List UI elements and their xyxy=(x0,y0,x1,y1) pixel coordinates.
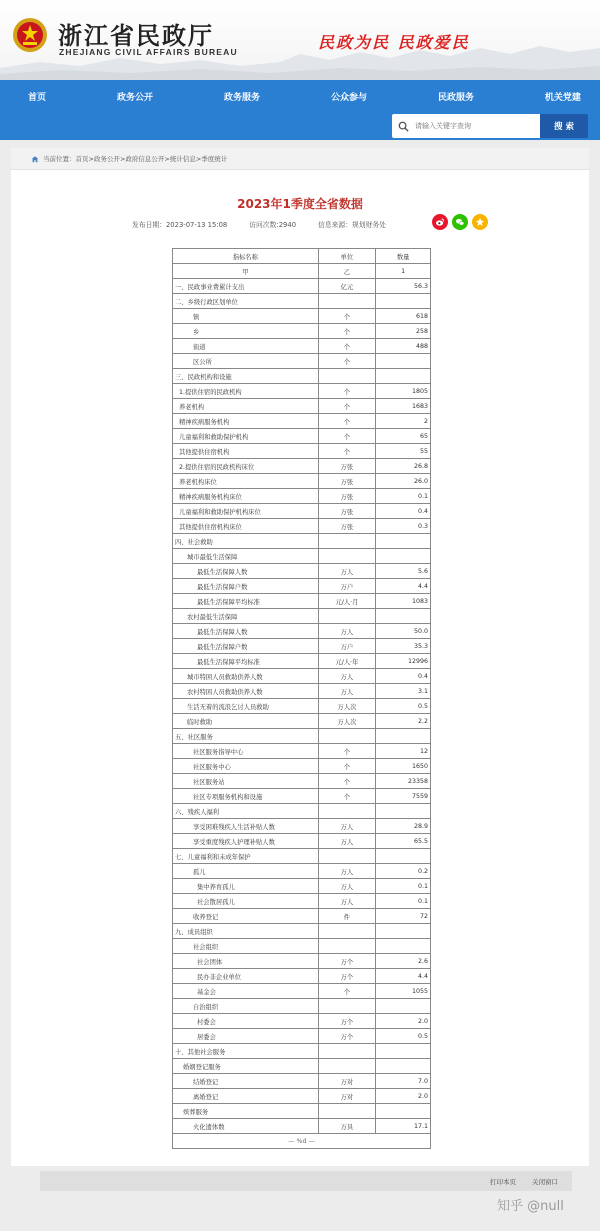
cell-name: 基金会 xyxy=(173,984,319,999)
search-button[interactable]: 搜 索 xyxy=(540,114,588,138)
table-row xyxy=(173,369,431,384)
cell-unit: 万人 xyxy=(318,684,376,699)
search-box xyxy=(392,114,540,138)
share-buttons xyxy=(432,214,488,230)
cell-unit: 万张 xyxy=(318,504,376,519)
cell-value xyxy=(376,354,431,369)
cell-unit xyxy=(318,549,376,564)
table-row xyxy=(173,984,431,999)
cell-name: 养老机构床位 xyxy=(173,474,319,489)
table-row xyxy=(173,399,431,414)
table-row xyxy=(173,699,431,714)
cell-unit xyxy=(318,729,376,744)
cell-name: 最低生活保障人数 xyxy=(173,564,319,579)
cell-unit xyxy=(318,804,376,819)
cell-name: 儿童福利和救助保护机构 xyxy=(173,429,319,444)
cell-name: 城市特困人员救助供养人数 xyxy=(173,669,319,684)
cell-name: 五、社区服务 xyxy=(173,729,319,744)
cell-unit xyxy=(318,939,376,954)
cell-name: 精神疾病服务机构床位 xyxy=(173,489,319,504)
header-slogan: 民政为民 民政爱民 xyxy=(318,33,470,52)
cell-unit: 万人 xyxy=(318,879,376,894)
table-footer: — %d — xyxy=(173,1134,431,1149)
cell-value: 65 xyxy=(376,429,431,444)
table-row xyxy=(173,969,431,984)
close-window-link[interactable]: 关闭窗口 xyxy=(532,1177,558,1186)
table-row xyxy=(173,1089,431,1104)
cell-value: 2.6 xyxy=(376,954,431,969)
cell-name: 最低生活保障平均标准 xyxy=(173,654,319,669)
cell-unit: 个 xyxy=(318,759,376,774)
breadcrumb-path[interactable]: 首页>政务公开>政府信息公开>统计信息>季度统计 xyxy=(75,155,228,163)
table-row xyxy=(173,879,431,894)
cell-name: 社区服务中心 xyxy=(173,759,319,774)
cell-value: 3.1 xyxy=(376,684,431,699)
cell-value: 2.0 xyxy=(376,1014,431,1029)
cell-value: 618 xyxy=(376,309,431,324)
table-row xyxy=(173,654,431,669)
cell-unit xyxy=(318,1059,376,1074)
cell-value xyxy=(376,549,431,564)
cell-unit: 万张 xyxy=(318,519,376,534)
cell-value: 0.1 xyxy=(376,894,431,909)
cell-value xyxy=(376,939,431,954)
cell-name: 社会团体 xyxy=(173,954,319,969)
table-row xyxy=(173,894,431,909)
table-row xyxy=(173,759,431,774)
cell-name: 收养登记 xyxy=(173,909,319,924)
cell-value: 0.5 xyxy=(376,1029,431,1044)
cell-name: 最低生活保障户数 xyxy=(173,579,319,594)
cell-unit: 万对 xyxy=(318,1074,376,1089)
cell-unit: 万个 xyxy=(318,954,376,969)
cell-name: 城市最低生活保障 xyxy=(173,549,319,564)
cell-unit: 个 xyxy=(318,354,376,369)
cell-unit: 万具 xyxy=(318,1119,376,1134)
cell-unit: 个 xyxy=(318,339,376,354)
header-unit: 单位 xyxy=(318,249,376,264)
print-page-link[interactable]: 打印本页 xyxy=(490,1177,516,1186)
cell-unit: 元/人·月 xyxy=(318,594,376,609)
cell-value: 35.3 xyxy=(376,639,431,654)
cell-name: 六、残疾人福利 xyxy=(173,804,319,819)
cell-value: 4.4 xyxy=(376,969,431,984)
cell-unit: 万人 xyxy=(318,834,376,849)
cell-unit: 万个 xyxy=(318,969,376,984)
table-row xyxy=(173,474,431,489)
cell-name: 孤儿 xyxy=(173,864,319,879)
cell-name: 生活无着的流浪乞讨人员救助 xyxy=(173,699,319,714)
cell-unit: 个 xyxy=(318,774,376,789)
cell-name: 社会散居孤儿 xyxy=(173,894,319,909)
table-row xyxy=(173,549,431,564)
table-row xyxy=(173,1044,431,1059)
cell-value: 23358 xyxy=(376,774,431,789)
cell-value: 65.5 xyxy=(376,834,431,849)
table-footer-row xyxy=(173,1134,431,1149)
table-row xyxy=(173,519,431,534)
cell-name: 婚姻登记服务 xyxy=(173,1059,319,1074)
cell-value xyxy=(376,1044,431,1059)
cell-name: 社区专项服务机构和设施 xyxy=(173,789,319,804)
cell-value: 50.0 xyxy=(376,624,431,639)
cell-name: 一、民政事业费累计支出 xyxy=(173,279,319,294)
cell-unit xyxy=(318,534,376,549)
cell-name: 七、儿童福利和未成年保护 xyxy=(173,849,319,864)
cell-value: 2.2 xyxy=(376,714,431,729)
cell-name: 自治组织 xyxy=(173,999,319,1014)
cell-value: 0.1 xyxy=(376,489,431,504)
cell-name: 1.提供住宿的民政机构 xyxy=(173,384,319,399)
table-row xyxy=(173,999,431,1014)
table-row xyxy=(173,594,431,609)
cell-value: 1083 xyxy=(376,594,431,609)
nav-item-gov-affairs[interactable]: 政务公开 xyxy=(116,92,153,103)
cell-unit: 个 xyxy=(318,444,376,459)
cell-name: 殡葬服务 xyxy=(173,1104,319,1119)
cell-unit: 万张 xyxy=(318,489,376,504)
cell-unit: 个 xyxy=(318,744,376,759)
table-row xyxy=(173,1014,431,1029)
cell-value xyxy=(376,294,431,309)
table-row xyxy=(173,774,431,789)
weibo-icon[interactable] xyxy=(432,214,448,230)
site-title[interactable]: 浙江省民政厅 xyxy=(58,21,214,50)
table-row xyxy=(173,1059,431,1074)
nav-item-home[interactable]: 首页 xyxy=(28,92,47,103)
cell-value: 55 xyxy=(376,444,431,459)
cell-value: 2.0 xyxy=(376,1089,431,1104)
cell-name: 村委会 xyxy=(173,1014,319,1029)
qzone-icon[interactable] xyxy=(472,214,488,230)
breadcrumb-label: 当前位置： xyxy=(43,155,76,163)
cell-value: 1805 xyxy=(376,384,431,399)
table-row xyxy=(173,504,431,519)
cell-name: 四、社会救助 xyxy=(173,534,319,549)
cell-value xyxy=(376,999,431,1014)
cell-unit: 个 xyxy=(318,309,376,324)
cell-name: 街道 xyxy=(173,339,319,354)
cell-value: 28.9 xyxy=(376,819,431,834)
table-row xyxy=(173,489,431,504)
table-row xyxy=(173,564,431,579)
cell-value: 17.1 xyxy=(376,1119,431,1134)
table-row xyxy=(173,714,431,729)
cell-name: 十、其他社会服务 xyxy=(173,1044,319,1059)
table-row xyxy=(173,669,431,684)
cell-name: 农村最低生活保障 xyxy=(173,609,319,624)
site-header xyxy=(0,0,600,80)
table-row xyxy=(173,309,431,324)
cell-name: 最低生活保障平均标准 xyxy=(173,594,319,609)
table-row xyxy=(173,354,431,369)
table-row xyxy=(173,1119,431,1134)
cell-unit: 个 xyxy=(318,324,376,339)
publish-date: 发布日期：2023-07-13 15:08 xyxy=(132,221,228,229)
table-row xyxy=(173,849,431,864)
search-icon xyxy=(398,121,409,132)
cell-unit: 万张 xyxy=(318,474,376,489)
cell-value: 72 xyxy=(376,909,431,924)
table-row xyxy=(173,609,431,624)
nav-item-party-building[interactable]: 机关党建 xyxy=(544,92,581,103)
cell-value: 26.0 xyxy=(376,474,431,489)
cell-value xyxy=(376,369,431,384)
table-row xyxy=(173,414,431,429)
cell-name: 享受困难残疾人生活补贴人数 xyxy=(173,819,319,834)
cell-unit xyxy=(318,849,376,864)
cell-name: 乡 xyxy=(173,324,319,339)
table-row xyxy=(173,864,431,879)
cell-value: 0.4 xyxy=(376,504,431,519)
table-row xyxy=(173,1029,431,1044)
cell-name: 儿童福利和救助保护机构床位 xyxy=(173,504,319,519)
article-title: 2023年1季度全省数据 xyxy=(237,197,363,211)
cell-unit: 万人 xyxy=(318,624,376,639)
cell-name: 镇 xyxy=(173,309,319,324)
cell-value: 4.4 xyxy=(376,579,431,594)
table-row xyxy=(173,639,431,654)
cell-value: 56.3 xyxy=(376,279,431,294)
header-indicator: 指标名称 xyxy=(173,249,319,264)
watermark: 知乎 @null xyxy=(497,1199,564,1214)
cell-unit: 件 xyxy=(318,909,376,924)
cell-unit xyxy=(318,609,376,624)
table-row xyxy=(173,819,431,834)
statistics-table xyxy=(172,248,431,1149)
table-row xyxy=(173,1074,431,1089)
cell-name: 火化遗体数 xyxy=(173,1119,319,1134)
cell-value xyxy=(376,729,431,744)
cell-unit: 万人 xyxy=(318,819,376,834)
cell-value xyxy=(376,924,431,939)
table-row xyxy=(173,804,431,819)
table-row xyxy=(173,384,431,399)
wechat-icon[interactable] xyxy=(452,214,468,230)
cell-name: 临时救助 xyxy=(173,714,319,729)
cell-name: 区公所 xyxy=(173,354,319,369)
cell-name: 其他提供住宿机构床位 xyxy=(173,519,319,534)
cell-value xyxy=(376,1059,431,1074)
breadcrumb xyxy=(11,148,589,170)
cell-value: 7559 xyxy=(376,789,431,804)
table-row xyxy=(173,444,431,459)
cell-name: 精神疾病服务机构 xyxy=(173,414,319,429)
search-input[interactable] xyxy=(415,122,525,130)
cell-unit: 万人 xyxy=(318,894,376,909)
cell-name: 最低生活保障户数 xyxy=(173,639,319,654)
cell-value: 12996 xyxy=(376,654,431,669)
cell-unit: 万人 xyxy=(318,864,376,879)
table-row xyxy=(173,459,431,474)
table-row xyxy=(173,429,431,444)
subheader-a: 甲 xyxy=(173,264,319,279)
cell-value xyxy=(376,609,431,624)
cell-value xyxy=(376,804,431,819)
cell-name: 农村特困人员救助供养人数 xyxy=(173,684,319,699)
nav-item-gov-services[interactable]: 政务服务 xyxy=(223,92,260,103)
cell-unit: 万户 xyxy=(318,579,376,594)
cell-value: 0.5 xyxy=(376,699,431,714)
cell-unit: 个 xyxy=(318,399,376,414)
table-row xyxy=(173,924,431,939)
info-source: 信息来源：规划财务处 xyxy=(318,221,386,229)
cell-name: 2.提供住宿的民政机构床位 xyxy=(173,459,319,474)
cell-value: 258 xyxy=(376,324,431,339)
table-row xyxy=(173,939,431,954)
home-icon xyxy=(31,155,39,163)
cell-unit: 亿元 xyxy=(318,279,376,294)
site-subtitle: ZHEJIANG CIVIL AFFAIRS BUREAU xyxy=(59,47,238,57)
table-row xyxy=(173,579,431,594)
content-panel xyxy=(11,148,589,1166)
table-row xyxy=(173,294,431,309)
cell-unit: 万个 xyxy=(318,1014,376,1029)
visit-count: 访问次数:2940 xyxy=(249,221,297,229)
subheader-b: 乙 xyxy=(318,264,376,279)
cell-unit: 万对 xyxy=(318,1089,376,1104)
table-row xyxy=(173,834,431,849)
cell-value: 0.3 xyxy=(376,519,431,534)
cell-unit xyxy=(318,924,376,939)
table-row xyxy=(173,789,431,804)
table-row xyxy=(173,684,431,699)
cell-unit: 个 xyxy=(318,429,376,444)
cell-name: 三、民政机构和设施 xyxy=(173,369,319,384)
cell-value: 1055 xyxy=(376,984,431,999)
cell-value xyxy=(376,849,431,864)
table-row xyxy=(173,909,431,924)
subheader-c: 1 xyxy=(376,264,431,279)
cell-name: 民办非企业单位 xyxy=(173,969,319,984)
header-quantity: 数量 xyxy=(376,249,431,264)
cell-value: 2 xyxy=(376,414,431,429)
cell-unit: 个 xyxy=(318,789,376,804)
cell-unit: 万个 xyxy=(318,1029,376,1044)
cell-value: 1683 xyxy=(376,399,431,414)
cell-unit: 万人次 xyxy=(318,699,376,714)
cell-name: 其他提供住宿机构 xyxy=(173,444,319,459)
cell-name: 社区服务站 xyxy=(173,774,319,789)
nav-item-public-participation[interactable]: 公众参与 xyxy=(330,92,367,103)
table-row xyxy=(173,729,431,744)
cell-value: 26.8 xyxy=(376,459,431,474)
article-meta xyxy=(132,219,408,229)
cell-unit xyxy=(318,294,376,309)
table-row xyxy=(173,324,431,339)
cell-unit: 元/人·年 xyxy=(318,654,376,669)
table-subheader-row xyxy=(173,264,431,279)
cell-unit: 个 xyxy=(318,414,376,429)
cell-unit: 个 xyxy=(318,384,376,399)
cell-unit: 万张 xyxy=(318,459,376,474)
cell-unit xyxy=(318,999,376,1014)
cell-name: 享受重度残疾人护理补贴人数 xyxy=(173,834,319,849)
cell-value: 7.0 xyxy=(376,1074,431,1089)
cell-name: 社会组织 xyxy=(173,939,319,954)
cell-value: 1650 xyxy=(376,759,431,774)
cell-unit: 万人次 xyxy=(318,714,376,729)
cell-name: 二、乡级行政区划单位 xyxy=(173,294,319,309)
cell-value: 0.2 xyxy=(376,864,431,879)
cell-value: 0.1 xyxy=(376,879,431,894)
cell-name: 九、成员组织 xyxy=(173,924,319,939)
nav-item-civil-services[interactable]: 民政服务 xyxy=(437,92,474,103)
cell-unit xyxy=(318,369,376,384)
table-row xyxy=(173,954,431,969)
cell-name: 养老机构 xyxy=(173,399,319,414)
table-row xyxy=(173,534,431,549)
table-row xyxy=(173,339,431,354)
table-row xyxy=(173,279,431,294)
cell-unit: 万户 xyxy=(318,639,376,654)
table-row xyxy=(173,744,431,759)
cell-value xyxy=(376,1104,431,1119)
table-row xyxy=(173,624,431,639)
search-bar xyxy=(392,114,588,138)
cell-unit: 万人 xyxy=(318,564,376,579)
cell-name: 离婚登记 xyxy=(173,1089,319,1104)
table-header-row xyxy=(173,249,431,264)
cell-name: 居委会 xyxy=(173,1029,319,1044)
cell-value: 12 xyxy=(376,744,431,759)
cell-name: 集中养育孤儿 xyxy=(173,879,319,894)
table-row xyxy=(173,1104,431,1119)
cell-name: 社区服务指导中心 xyxy=(173,744,319,759)
cell-value: 0.4 xyxy=(376,669,431,684)
cell-unit: 万人 xyxy=(318,669,376,684)
cell-unit xyxy=(318,1044,376,1059)
cell-unit xyxy=(318,1104,376,1119)
cell-unit: 个 xyxy=(318,984,376,999)
cell-name: 最低生活保障人数 xyxy=(173,624,319,639)
bottom-toolbar xyxy=(40,1171,572,1191)
cell-value: 5.6 xyxy=(376,564,431,579)
national-emblem-icon xyxy=(12,17,48,53)
cell-value: 488 xyxy=(376,339,431,354)
cell-name: 结婚登记 xyxy=(173,1074,319,1089)
cell-value xyxy=(376,534,431,549)
